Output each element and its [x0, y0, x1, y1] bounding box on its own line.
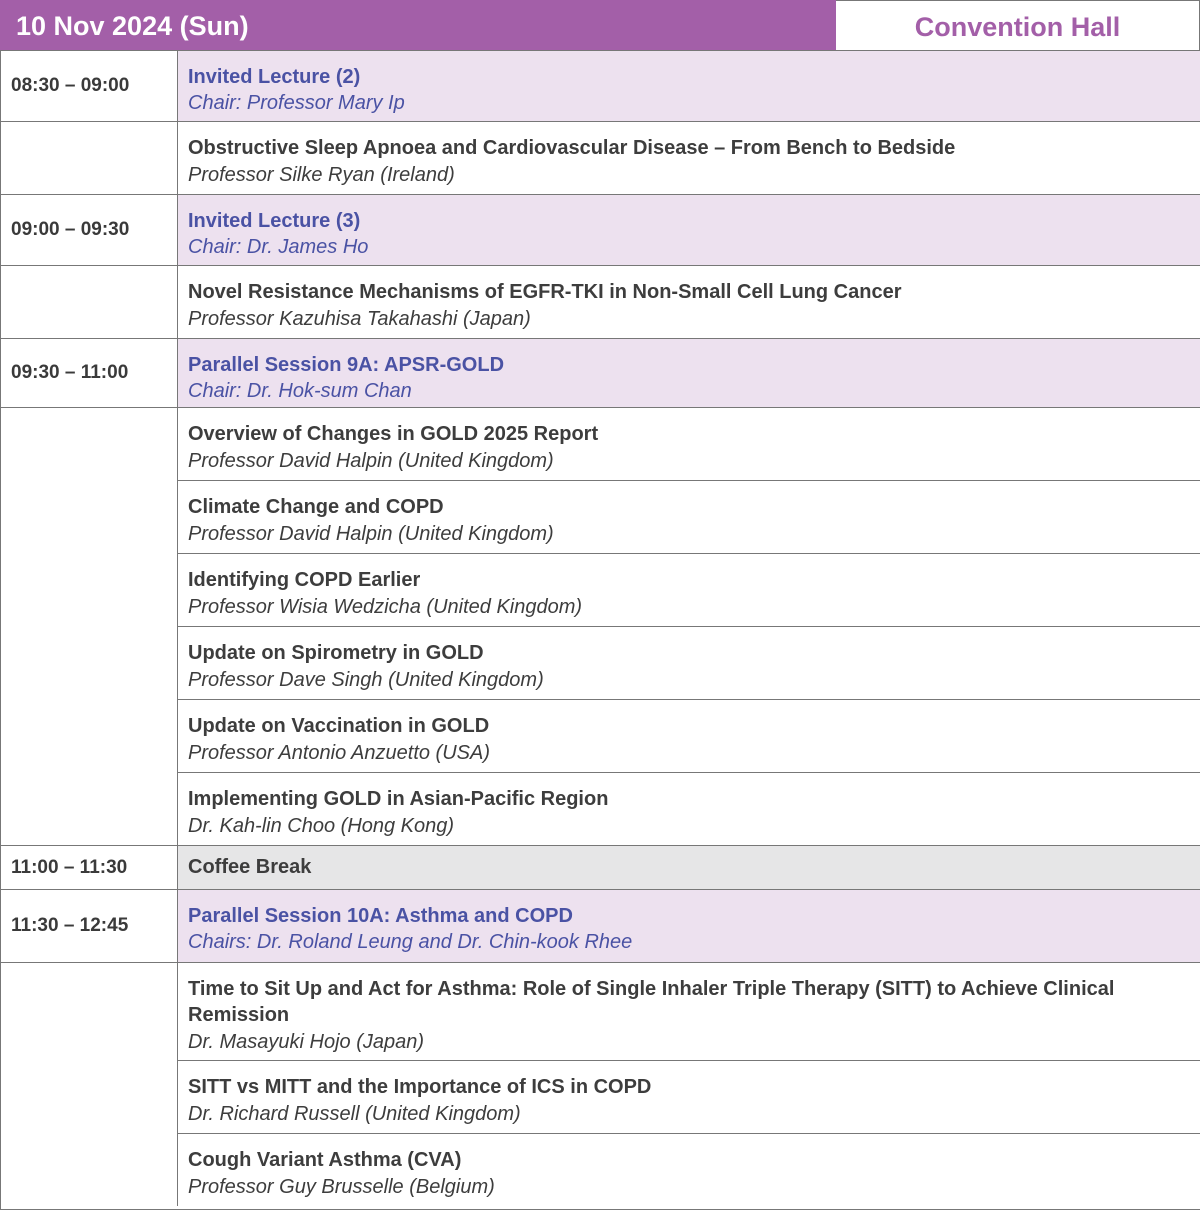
session-title: Invited Lecture (2): [188, 66, 361, 88]
time-slot: 09:00 – 09:30: [1, 194, 178, 265]
talk-item: [178, 626, 1200, 699]
talk-title: Obstructive Sleep Apnoea and Cardiovascular Disease – From Bench to Bedside: [188, 137, 956, 159]
time-slot: 09:30 – 11:00: [1, 338, 178, 407]
talk-title: Novel Resistance Mechanisms of EGFR-TKI in Non-Small Cell Lung Cancer: [188, 281, 902, 303]
session-title: Invited Lecture (3): [188, 210, 361, 232]
talk-title: Overview of Changes in GOLD 2025 Report: [188, 423, 599, 445]
time-slot: 11:30 – 12:45: [1, 889, 178, 962]
session-chair: Chair: Dr. James Ho: [188, 236, 369, 258]
talk-item: [178, 480, 1200, 553]
talk-title: Update on Vaccination in GOLD: [188, 715, 490, 737]
talk-title: Update on Spirometry in GOLD: [188, 642, 484, 664]
venue-heading: Convention Hall: [836, 0, 1200, 50]
talk-item: [178, 121, 1200, 194]
talk-title: Implementing GOLD in Asian-Pacific Region: [188, 788, 609, 810]
talk-item: [178, 1060, 1200, 1133]
talk-item: [178, 553, 1200, 626]
break-label: Coffee Break: [188, 856, 312, 878]
talk-speaker: Professor Dave Singh (United Kingdom): [188, 669, 544, 691]
talk-speaker: Professor Silke Ryan (Ireland): [188, 164, 455, 186]
session-chair: Chairs: Dr. Roland Leung and Dr. Chin-kook Rhee: [188, 931, 633, 953]
break-row: [178, 845, 1200, 889]
talk-item: [178, 772, 1200, 845]
talk-item: [178, 407, 1200, 480]
session-title: Parallel Session 10A: Asthma and COPD: [188, 905, 573, 927]
talk-title: Identifying COPD Earlier: [188, 569, 421, 591]
talk-speaker: Professor David Halpin (United Kingdom): [188, 523, 554, 545]
talk-speaker: Professor David Halpin (United Kingdom): [188, 450, 554, 472]
time-slot-empty: [1, 407, 178, 845]
session-header: [178, 50, 1200, 121]
talk-speaker: Professor Guy Brusselle (Belgium): [188, 1176, 495, 1198]
talk-speaker: Dr. Masayuki Hojo (Japan): [188, 1031, 425, 1053]
session-header: [178, 194, 1200, 265]
time-slot-empty: [1, 265, 178, 338]
time-slot-empty: [1, 962, 178, 1206]
talk-item: [178, 699, 1200, 772]
session-chair: Chair: Dr. Hok-sum Chan: [188, 380, 412, 402]
talk-title: Cough Variant Asthma (CVA): [188, 1149, 462, 1171]
talk-item: [178, 962, 1200, 1060]
talk-speaker: Dr. Kah-lin Choo (Hong Kong): [188, 815, 455, 837]
time-slot: 11:00 – 11:30: [1, 845, 178, 889]
talk-speaker: Professor Wisia Wedzicha (United Kingdom): [188, 596, 583, 618]
talk-speaker: Professor Kazuhisa Takahashi (Japan): [188, 308, 531, 330]
talk-title: Time to Sit Up and Act for Asthma: Role of Single Inhaler Triple Therapy (SITT) to Achieve Clinical Remission: [188, 978, 1115, 1026]
talk-title: Climate Change and COPD: [188, 496, 444, 518]
session-header: [178, 338, 1200, 407]
talk-speaker: Dr. Richard Russell (United Kingdom): [188, 1103, 521, 1125]
schedule-table: [0, 50, 1200, 1210]
talk-speaker: Professor Antonio Anzuetto (USA): [188, 742, 490, 764]
time-slot: 08:30 – 09:00: [1, 50, 178, 121]
session-chair: Chair: Professor Mary Ip: [188, 92, 405, 114]
talk-title: SITT vs MITT and the Importance of ICS in COPD: [188, 1076, 652, 1098]
time-slot-empty: [1, 121, 178, 194]
session-header: [178, 889, 1200, 962]
talk-item: [178, 1133, 1200, 1206]
programme-header: [0, 0, 1200, 50]
session-title: Parallel Session 9A: APSR-GOLD: [188, 354, 505, 376]
date-heading: 10 Nov 2024 (Sun): [0, 0, 836, 50]
talk-item: [178, 265, 1200, 338]
